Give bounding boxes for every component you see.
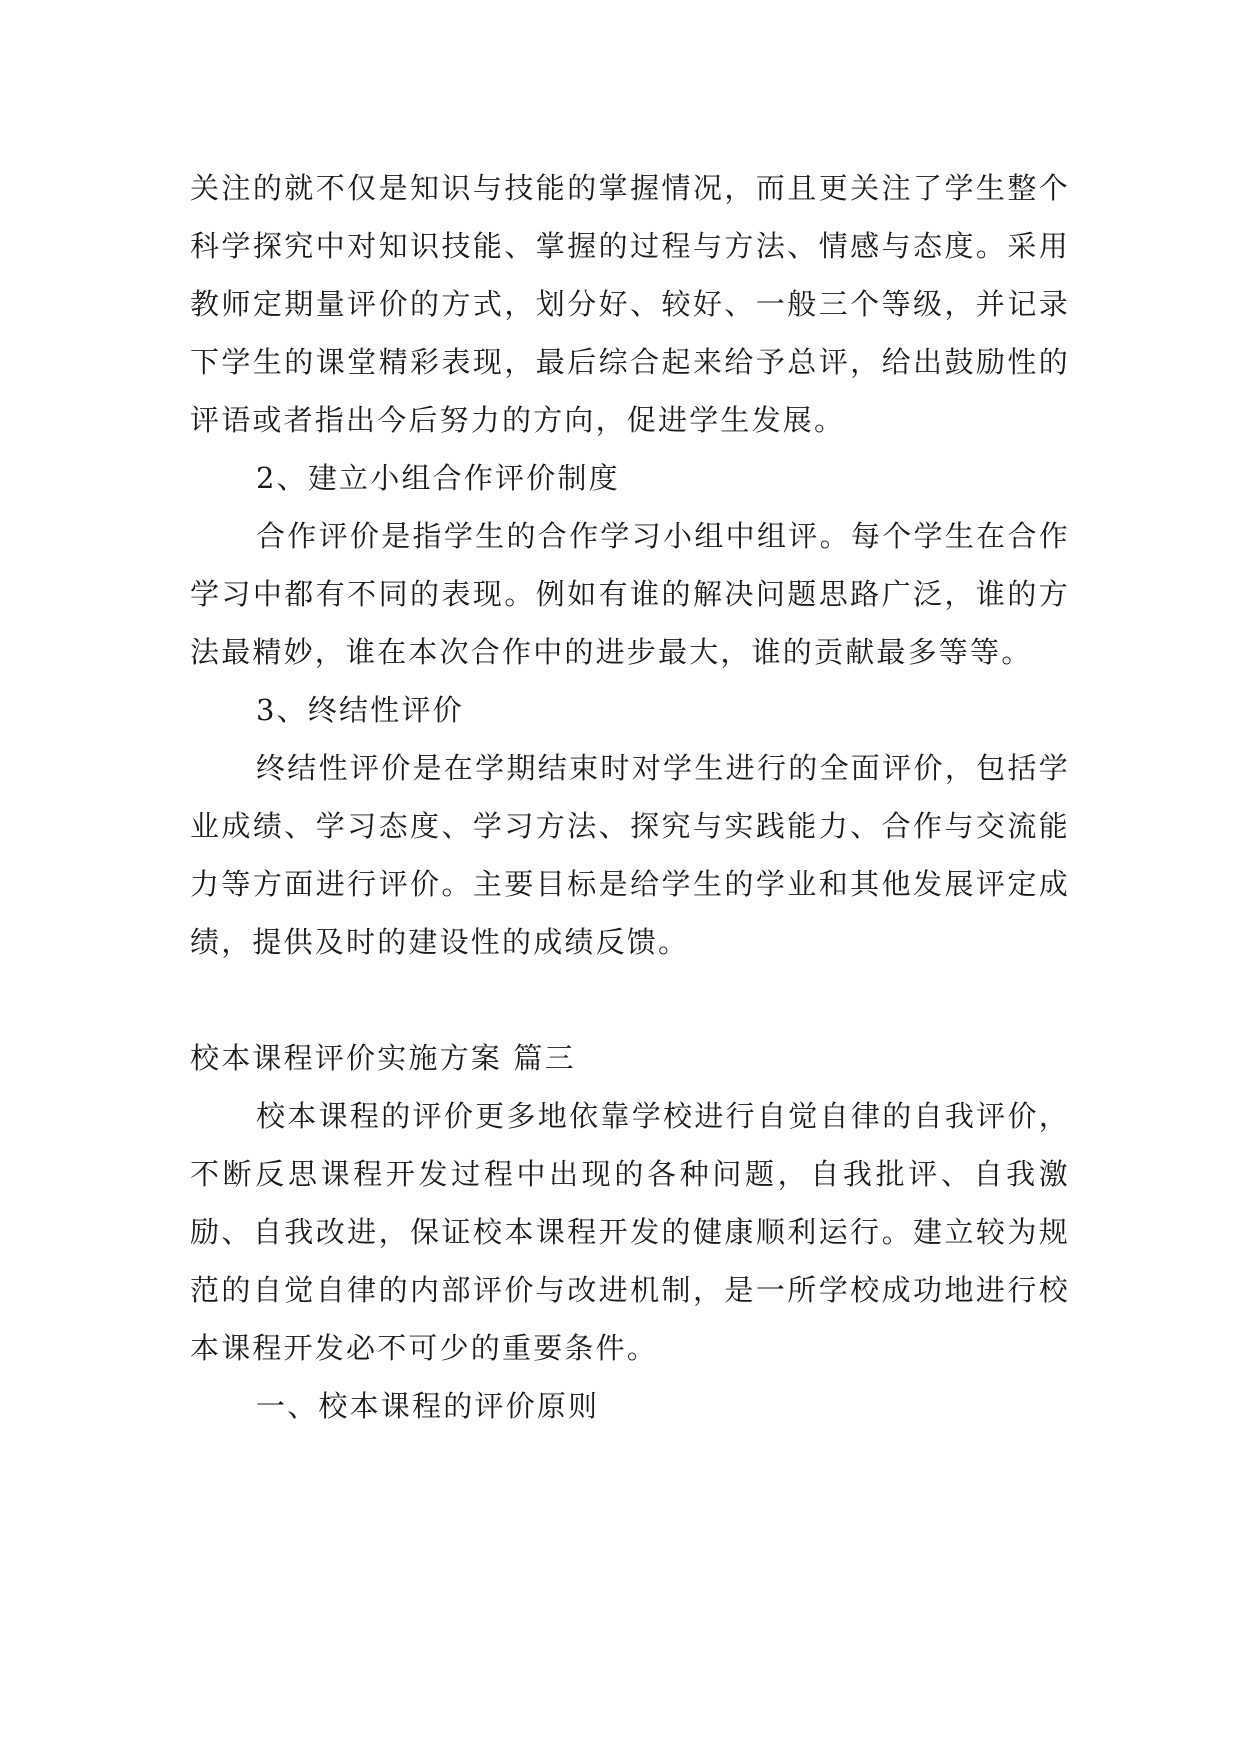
paragraph-group-evaluation: 合作评价是指学生的合作学习小组中组评。每个学生在合作学习中都有不同的表现。例如有谁的解决问题思路广泛，谁的方法最精妙，谁在本次合作中的进步最大，谁的贡献最多等等。 bbox=[190, 519, 1070, 669]
document-body bbox=[190, 159, 1070, 1435]
subheading-summative-evaluation: 3、终结性评价 bbox=[256, 693, 464, 727]
section-title-part-three: 校本课程评价实施方案 篇三 bbox=[190, 1041, 576, 1075]
paragraph-continuation: 关注的就不仅是知识与技能的掌握情况，而且更关注了学生整个科学探究中对知识技能、掌握的过程与方法、情感与态度。采用教师定期量评价的方式，划分好、较好、一般三个等级，并记录下学生的课堂精彩表现，最后综合起来给予总评，给出鼓励性的评语或者指出今后努力的方向，促进学生发展。 bbox=[190, 171, 1070, 437]
paragraph-school-curriculum-evaluation: 校本课程的评价更多地依靠学校进行自觉自律的自我评价，不断反思课程开发过程中出现的各种问题，自我批评、自我激励、自我改进，保证校本课程开发的健康顺利运行。建立较为规范的自觉自律的内部评价与改进机制，是一所学校成功地进行校本课程开发必不可少的重要条件。 bbox=[190, 1099, 1070, 1365]
subheading-evaluation-principles: 一、校本课程的评价原则 bbox=[256, 1389, 600, 1423]
paragraph-summative-evaluation: 终结性评价是在学期结束时对学生进行的全面评价，包括学业成绩、学习态度、学习方法、探究与实践能力、合作与交流能力等方面进行评价。主要目标是给学生的学业和其他发展评定成绩，提供及时的建设性的成绩反馈。 bbox=[190, 751, 1070, 959]
subheading-group-evaluation: 2、建立小组合作评价制度 bbox=[256, 461, 620, 495]
